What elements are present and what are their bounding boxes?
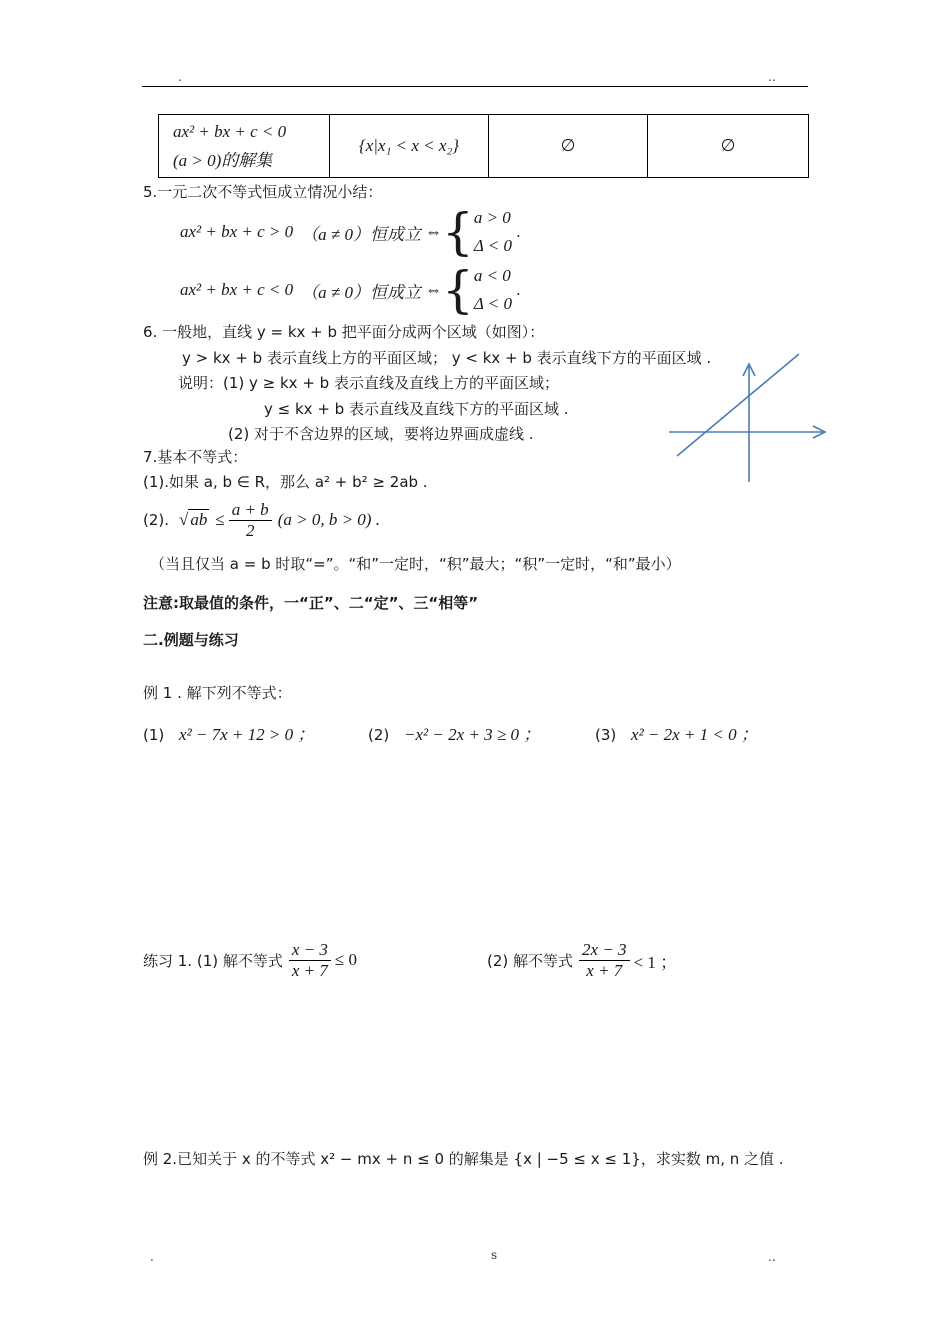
table-row-label [159, 115, 330, 178]
problem-expression: −x² − 2x + 3 ≥ 0 ； [404, 725, 541, 744]
boundary-line [677, 354, 799, 456]
line-region-graph [665, 350, 835, 490]
fraction-denominator: 2 [245, 520, 255, 540]
fraction-x-minus-3-over-x-plus-7 [289, 940, 331, 981]
solution-set-table [158, 114, 809, 178]
section-6-line-5: (2) 对于不含边界的区域，要将边界画成虚线 . [228, 425, 534, 443]
le-symbol: ≤ [215, 510, 225, 529]
fraction-a-plus-b-over-2 [229, 500, 272, 541]
fraction-numerator: 2x − 3 [579, 940, 630, 961]
period: . [515, 281, 521, 299]
iff-symbol: ⇔ [425, 222, 442, 241]
footer-left-mark: . [150, 1250, 154, 1264]
table-cell-delta-zero: ∅ [489, 115, 648, 178]
relation: < 1 ； [633, 952, 678, 972]
period: . [515, 223, 521, 241]
fraction-numerator: x − 3 [289, 940, 331, 961]
system-line: Δ < 0 [473, 294, 512, 313]
problem-label: (1) [143, 726, 165, 744]
s5-l2-expression: ax² + bx + c < 0 [180, 280, 294, 299]
practice-1-part-2 [487, 936, 677, 984]
example-1-problem-1 [143, 720, 314, 745]
problem-expression: x² − 2x + 1 < 0 ； [631, 725, 758, 744]
fraction-denominator: x + 7 [586, 960, 623, 980]
left-brace-icon: { [442, 203, 474, 261]
iff-symbol: ⇔ [425, 280, 442, 299]
fraction-numerator: a + b [229, 500, 272, 521]
header-left-mark: . [178, 70, 182, 84]
left-brace-icon: { [442, 261, 474, 319]
table-cell-delta-negative: ∅ [648, 115, 809, 178]
section-7-title: 7.基本不等式： [143, 448, 248, 466]
section-2-heading: 二.例题与练习 [143, 631, 239, 649]
section-7-line-2: (2). √ ab ≤ $\frac{a + b}{2}$ (a > 0, b > 0) . [143, 499, 380, 540]
sqrt-radicand: ab [190, 510, 208, 529]
positivity-condition: (a > 0, b > 0) . [277, 510, 380, 529]
row-label-condition: (a > 0)的解集 [173, 150, 273, 170]
fraction-denominator: x + 7 [291, 960, 328, 980]
section-5-title: 5.一元二次不等式恒成立情况小结： [143, 183, 383, 201]
practice-label: (2) 解不等式 [487, 951, 574, 970]
system-line: a > 0 [473, 208, 511, 227]
s5-l2-condition: （a ≠ 0）恒成立 [301, 282, 421, 302]
header-rule [142, 86, 808, 87]
problem-label: (3) [595, 726, 617, 744]
item-label: (2). [143, 511, 170, 529]
system-line: a < 0 [473, 266, 511, 285]
problem-label: (2) [368, 726, 390, 744]
example-1-title: 例 1 . 解下列不等式： [143, 684, 292, 702]
header-right-mark: .. [768, 70, 776, 84]
s5-l2-system [474, 262, 512, 318]
notice-line: 注意:取最值的条件，一“正”、二“定”、三“相等” [143, 594, 479, 612]
s5-l1-condition: （a ≠ 0）恒成立 [301, 224, 421, 244]
footer-center-mark: s [491, 1248, 498, 1262]
s5-line-2 [180, 262, 521, 318]
section-6-line-3: 说明：(1) y ≥ kx + b 表示直线及直线上方的平面区域； [178, 374, 559, 392]
table-row [159, 115, 809, 178]
section-7-line-1: (1).如果 a, b ∈ R，那么 a² + b² ≥ 2ab . [143, 473, 428, 491]
example-2-text: 例 2.已知关于 x 的不等式 x² − mx + n ≤ 0 的解集是 {x | −5 ≤ x ≤ 1}，求实数 m, n 之值 . [143, 1150, 784, 1168]
fraction-2x-minus-3-over-x-plus-7 [579, 940, 630, 981]
section-6-line-2: y > kx + b 表示直线上方的平面区域； y < kx + b 表示直线下方的平面区域 . [182, 349, 712, 367]
example-1-problem-3 [595, 720, 758, 745]
practice-label: 练习 1. (1) 解不等式 [143, 951, 283, 970]
practice-1-part-1 [143, 936, 357, 984]
row-label-inequality: ax² + bx + c < 0 [173, 121, 287, 141]
system-line: Δ < 0 [473, 236, 512, 255]
section-6-line-4: y ≤ kx + b 表示直线及直线下方的平面区域 . [264, 400, 569, 418]
s5-l1-expression: ax² + bx + c > 0 [180, 222, 294, 241]
example-1-problem-2 [368, 720, 540, 745]
footer-right-mark: .. [768, 1250, 776, 1264]
s5-l1-system [474, 204, 512, 260]
table-cell-delta-positive: {x|x₁ < x < x₂} [330, 115, 489, 178]
problem-expression: x² − 7x + 12 > 0 ； [179, 725, 315, 744]
equality-note: （当且仅当 a = b 时取“=”。“和”一定时，“积”最大；“积”一定时，“和”最小） [150, 555, 681, 573]
relation: ≤ 0 [334, 950, 357, 969]
section-6-line-1: 6. 一般地，直线 y = kx + b 把平面分成两个区域（如图）： [143, 323, 545, 341]
s5-line-1 [180, 204, 521, 260]
